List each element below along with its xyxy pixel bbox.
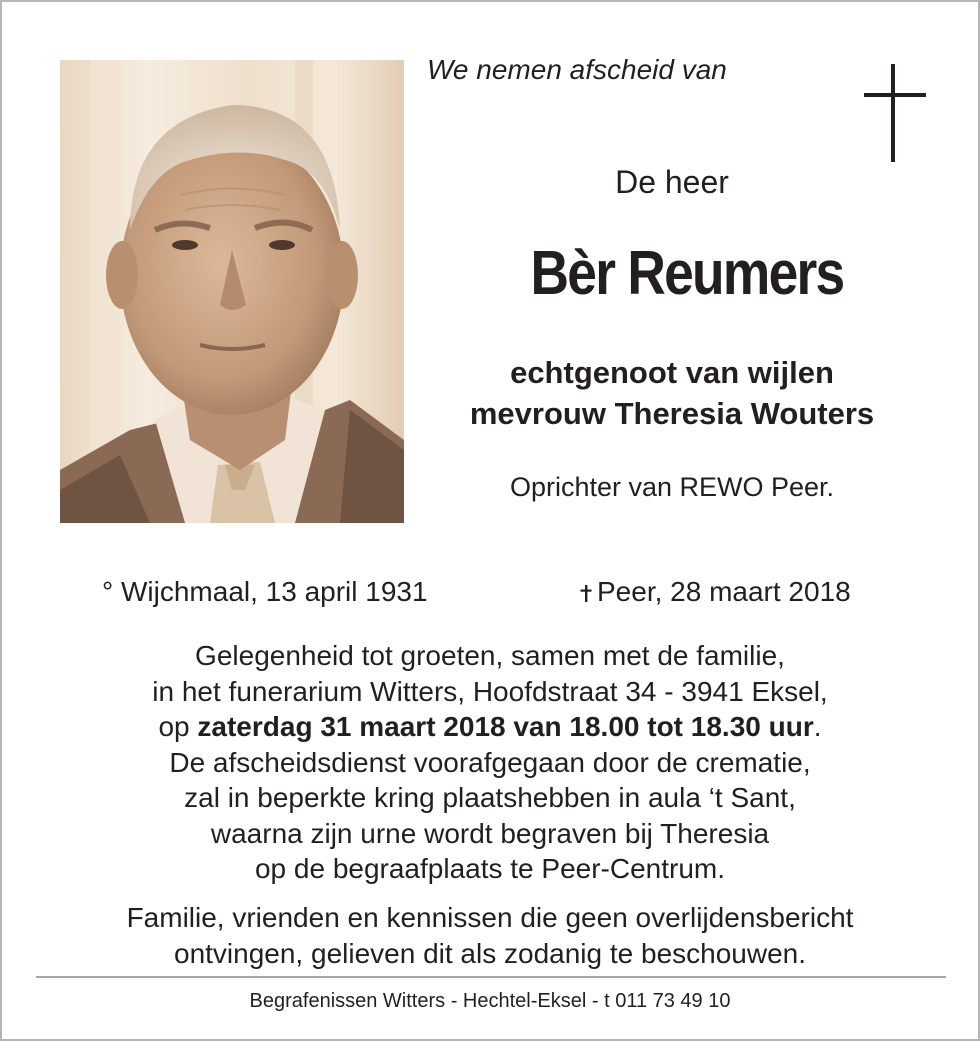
closing-line-2: ontvingen, gelieven dit als zodanig te beschouwen.	[174, 938, 806, 969]
title-prefix: De heer	[615, 164, 729, 200]
role-text: Oprichter van REWO Peer.	[509, 472, 835, 502]
intro-text: We nemen afscheid van	[427, 54, 727, 85]
birth-info: ° Wijchmaal, 13 april 1931	[102, 576, 428, 607]
funeral-home-footer: Begrafenissen Witters - Hechtel-Eksel - t 011 73 49 10	[249, 990, 731, 1012]
visitation-line-3-pre: op	[158, 711, 198, 742]
spouse-line-1: echtgenoot van wijlen	[510, 355, 834, 390]
closing-line-1: Familie, vrienden en kennissen die geen overlijdensbericht	[126, 902, 854, 933]
visitation-line-3	[42, 709, 938, 745]
visitation-line-2: in het funerarium Witters, Hoofdstraat 34 - 3941 Eksel,	[152, 675, 828, 707]
visitation-datetime: zaterdag 31 maart 2018 van 18.00 tot 18.30 uur	[197, 711, 814, 742]
visitation-text	[42, 638, 938, 887]
visitation-line-3-post: .	[813, 711, 822, 742]
visitation-line-4: De afscheidsdienst voorafgegaan door de crematie,	[169, 746, 811, 778]
footer-divider	[36, 976, 946, 978]
visitation-line-6: waarna zijn urne wordt begraven bij Theresia	[210, 817, 770, 849]
spouse-line-2: mevrouw Theresia Wouters	[469, 396, 875, 431]
visitation-line-7: op de begraafplaats te Peer-Centrum.	[254, 853, 726, 884]
visitation-line-5: zal in beperkte kring plaatshebben in aula ‘t Sant,	[184, 782, 796, 813]
portrait-photo	[60, 60, 404, 523]
portrait-image	[60, 60, 404, 523]
death-info-text: Peer, 28 maart 2018	[597, 576, 851, 607]
deceased-name: Bèr Reumers	[530, 239, 844, 308]
closing-text	[42, 900, 938, 972]
dagger-cross-icon	[579, 583, 593, 603]
spouse-info	[422, 352, 922, 434]
death-info	[579, 576, 851, 608]
visitation-line-1: Gelegenheid tot groeten, samen met de familie,	[195, 640, 785, 671]
latin-cross-icon	[864, 64, 926, 162]
